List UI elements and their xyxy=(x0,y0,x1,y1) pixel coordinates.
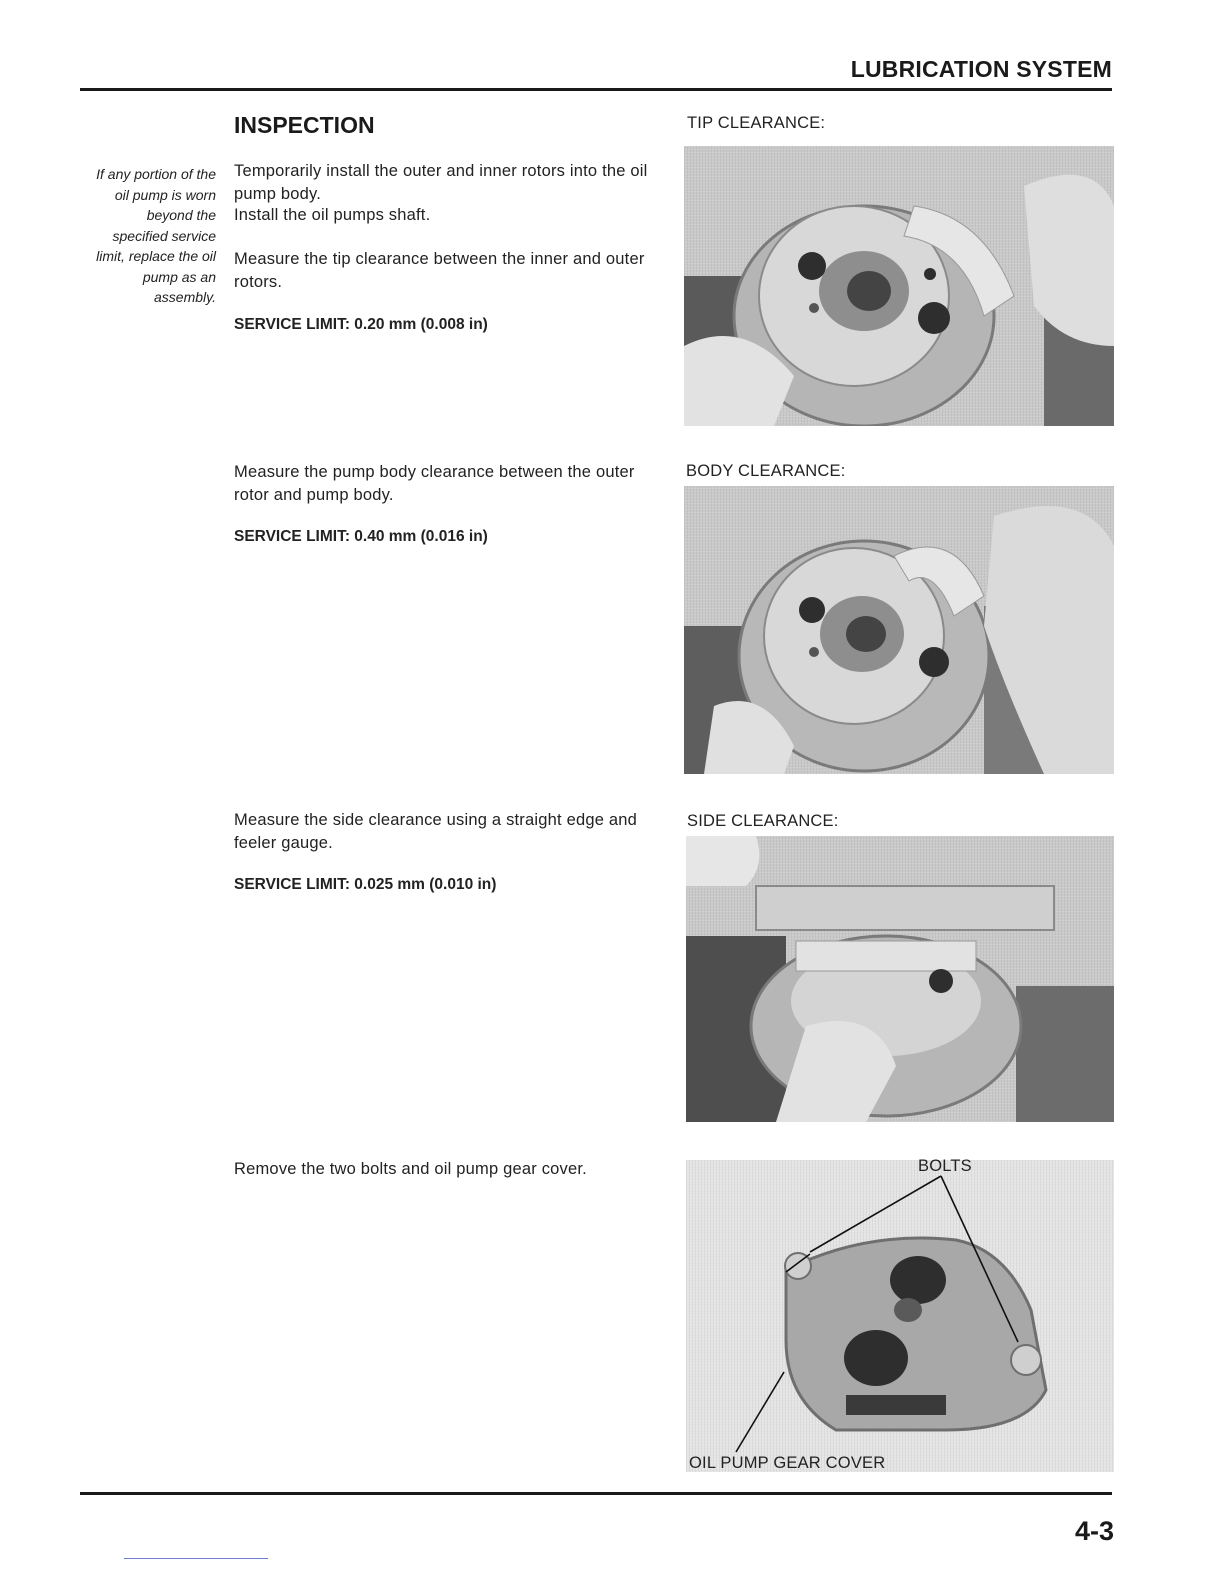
side-clearance-photo xyxy=(686,836,1114,1122)
step2-service-limit: SERVICE LIMIT: 0.40 mm (0.016 in) xyxy=(234,528,488,545)
step1-paragraph-3: Measure the tip clearance between the inner and outer rotors. xyxy=(234,250,645,291)
step1-service-limit: SERVICE LIMIT: 0.20 mm (0.008 in) xyxy=(234,316,488,333)
tip-clearance-photo xyxy=(684,146,1114,426)
gear-cover-photo xyxy=(686,1160,1114,1472)
page-heading: INSPECTION xyxy=(234,112,375,138)
side-clearance-caption: SIDE CLEARANCE: xyxy=(687,812,839,830)
section-title: LUBRICATION SYSTEM xyxy=(850,56,1112,82)
oil-pump-side-illustration xyxy=(686,836,1114,1122)
tip-clearance-caption: TIP CLEARANCE: xyxy=(687,114,826,132)
step3-paragraph: Measure the side clearance using a straight edge and feeler gauge. xyxy=(234,811,637,852)
page-number: 4-3 xyxy=(1074,1516,1114,1546)
oil-pump-tip-illustration xyxy=(684,146,1114,426)
footer-rule xyxy=(80,1492,1112,1495)
step4-paragraph: Remove the two bolts and oil pump gear cover. xyxy=(234,1160,587,1178)
oil-pump-body-illustration xyxy=(684,486,1114,774)
step2-paragraph: Measure the pump body clearance between the outer rotor and pump body. xyxy=(234,463,635,504)
body-clearance-photo xyxy=(684,486,1114,774)
step3-service-limit: SERVICE LIMIT: 0.025 mm (0.010 in) xyxy=(234,876,497,893)
side-note: If any portion of the oil pump is worn beyond the specified service limit, replace the oil pump as an assembly. xyxy=(96,166,216,305)
oil-pump-gear-cover-illustration xyxy=(686,1160,1114,1472)
hyperlink-underline[interactable] xyxy=(124,1558,268,1559)
step1-paragraph-2: Install the oil pumps shaft. xyxy=(234,206,431,224)
gear-cover-label: OIL PUMP GEAR COVER xyxy=(689,1454,886,1472)
bolts-label: BOLTS xyxy=(918,1157,972,1175)
header-rule xyxy=(80,88,1112,91)
body-clearance-caption: BODY CLEARANCE: xyxy=(686,462,846,480)
step1-paragraph-1: Temporarily install the outer and inner rotors into the oil pump body. xyxy=(234,162,648,203)
